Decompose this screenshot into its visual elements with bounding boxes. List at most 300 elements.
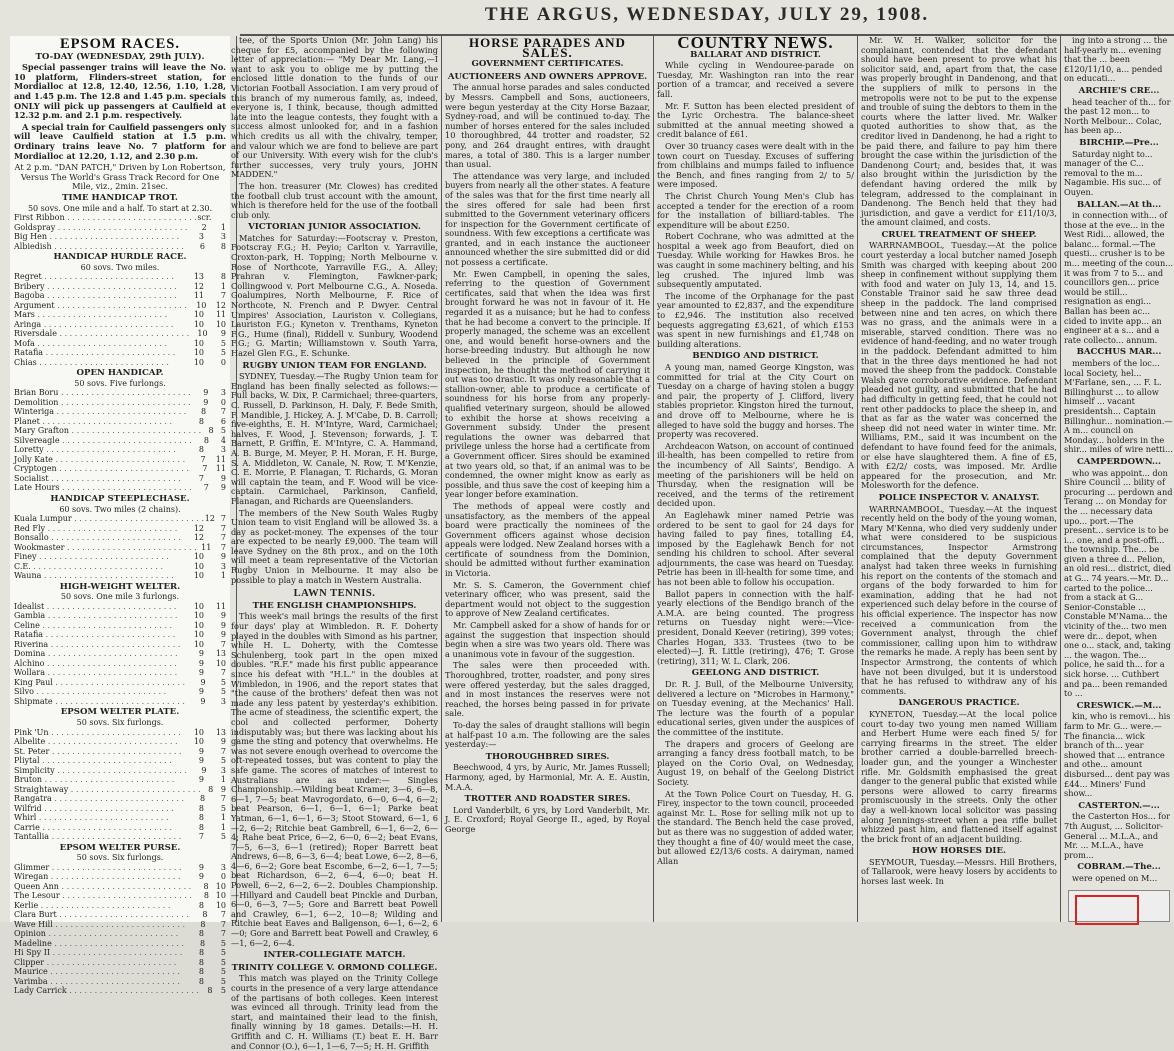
weight-stone: 8: [208, 426, 214, 436]
weight-stone: 9: [203, 388, 209, 398]
horse-name: Big Hen . . .: [14, 232, 182, 242]
article-text: Mr. F. Sutton has been elected president of the Lyric Orchestra. The balance-sheet submitted at the annual meeting showed a credit balance of £61.: [657, 100, 854, 140]
race-name: EPSOM WELTER PURSE.: [59, 842, 181, 853]
horse-row: [14, 571, 226, 581]
weight-lb: 1: [220, 571, 226, 581]
article-text: A young man, named George Kingston, was committed for trial at the City Court on Tuesday on a charge of having stolen a buggy and pair, the property of J. Clifford, livery stables proprietor. Kingston hired the turnout, and drove off to Melbourne, where he is alleged to have sold the buggy and horses. The property was recovered.: [657, 362, 854, 440]
weight-lb: 10: [215, 881, 226, 891]
weight-stone: 10: [197, 329, 208, 339]
race-terms: 60 sovs. Two miles.: [80, 262, 160, 272]
weight-lb: 11: [215, 454, 226, 464]
weight-lb: 5: [220, 957, 226, 967]
horse-name: King Paul . . .: [14, 678, 185, 688]
horse-row: [14, 358, 226, 368]
horse-name: Madeline . . .: [14, 939, 184, 949]
weight-stone: 11: [193, 291, 204, 301]
article-text: The annual horse parades and sales conducted by Messrs. Campbell and Sons, auctioneers, were begun yesterday at the City Horse Bazaar, Sydney-road, and will be continued to-day. The number of horses entered for the sales included 10 thoroughbred, 44 trotter and roadster, 52 pony, and 264 draught entires, with draught mares, a total of 380. This is a larger number than usual.: [445, 82, 650, 170]
horse-name: Bruton . . .: [14, 775, 182, 785]
horse-name: Brian Boru . . .: [14, 388, 191, 398]
horse-row: [14, 630, 226, 640]
article-text: The Christ Church Young Men's Club has accepted a tender for the erection of a room for the installation of billiard-tables. The expenditure will be about £250.: [657, 190, 854, 230]
weight-stone: 8: [202, 910, 208, 920]
horse-name: Wookmaster . . .: [14, 543, 197, 553]
weight-stone: 9: [198, 756, 204, 766]
page-thumbnail[interactable]: [1068, 890, 1170, 922]
horse-row: [14, 687, 226, 697]
horse-name: First Ribbon . . .: [14, 213, 197, 223]
article-text: Archdeacon Watson, on account of continued ill-health, has been compelled to retire from the incumbency of All Saints', Bendigo. A meeting of the parishioners will be held on Thursday, when the resignation will be received, and the terms of the retirement decided upon.: [657, 440, 854, 509]
horse-name: Wilfrid . . .: [14, 804, 182, 814]
race-entry: [14, 583, 226, 707]
clipped-column: [1064, 36, 1174, 922]
article-text: The income of the Orphanage for the past year amounted to £2,837, and the expenditure to £2,946. The institution also received bequests aggregating £3,621, of which £153 was spent in new furnishings and £1,748 on building alterations.: [657, 290, 854, 349]
horse-name: Glimmer . . .: [14, 863, 182, 873]
weight-lb: 1: [220, 813, 226, 823]
weight-stone: 10: [193, 338, 204, 348]
article-text: tee, of the Sports Union (Mr. John Lang) his cheque for £5, accompanied by the following letter of appreciation:— "My Dear Mr. Lang,—I want to ask you to oblige me by putting the enclosed little donation to the funds of our Victorian Football Association. I am very proud of this branch of my numerous family, as, indeed, everyone is, I think, because, though admitted late into the league contests, they fought with a success almost unlooked for, and in a fashion which credits us all with the chivalry, temper, and valour which we are fond to believe are part of our University. With every wish for the club's further successes, very truly yours, JOHN MADDEN.": [231, 35, 438, 180]
weight-lb: 10: [215, 319, 226, 329]
section-heading: DANGEROUS PRACTICE.: [898, 698, 1020, 709]
sports-column: [231, 35, 438, 1051]
weight-lb: 1: [220, 222, 226, 232]
weight-stone: 10: [196, 300, 207, 310]
viewport-indicator[interactable]: [1075, 895, 1139, 925]
horse-row: [14, 272, 226, 282]
weight-lb: 1: [220, 281, 226, 291]
horse-row: [14, 436, 226, 446]
weight-stone: 8: [200, 919, 206, 929]
race-terms: 50 sovs. One mile 3 furlongs.: [60, 592, 180, 602]
section-subheading: AUCTIONEERS AND OWNERS APPROVE.: [447, 71, 648, 82]
article-text: head teacher of th... for the past 12 mon... to North Melbour... Colac, has been ap...: [1064, 96, 1171, 136]
weight-lb: 12: [215, 300, 226, 310]
section-heading: THOROUGHBRED SIRES.: [485, 751, 610, 762]
weight-lb: 7: [220, 514, 226, 524]
weight-lb: 3: [220, 696, 226, 706]
horse-row: [14, 213, 226, 223]
horse-name: Chias . . .: [14, 358, 182, 368]
article-text: were opened on M...: [1072, 872, 1158, 883]
race-terms: 50 sovs. Six furlongs.: [76, 853, 164, 863]
weight-lb: 11: [215, 464, 226, 474]
horse-row: [14, 794, 226, 804]
horse-row: [14, 823, 226, 833]
racing-date: TO-DAY (WEDNESDAY, 29th JULY).: [35, 51, 205, 62]
weight-lb: 9: [220, 552, 226, 562]
column-rule: [441, 36, 442, 922]
horse-name: Demolition . . .: [14, 398, 191, 408]
horse-name: C.E. . . .: [14, 562, 182, 572]
weight-stone: 13: [193, 272, 204, 282]
horse-name: Wauna . . .: [14, 571, 182, 581]
weight-stone: 7: [203, 483, 209, 493]
horse-row: [14, 804, 226, 814]
horse-name: Varimba . . .: [14, 977, 182, 987]
horse-row: [14, 223, 226, 233]
section-heading: BIRCHIP.—Pre...: [1079, 137, 1159, 148]
article-text: Mr. S. S. Cameron, the Government chief veterinary officer, who was present, said the department would not object to the suggestion to approve of New Zealand certificates.: [445, 579, 650, 619]
section-heading: BACCHUS MAR...: [1076, 347, 1162, 358]
section-heading: HOW HORSES DIE.: [912, 846, 1006, 857]
weight-lb: 7: [220, 794, 226, 804]
horse-row: [14, 901, 226, 911]
weight-lb: 3: [220, 561, 226, 571]
weight-stone: 8: [198, 813, 204, 823]
weight-stone: 10: [193, 310, 204, 320]
race-entry: [14, 844, 226, 996]
horse-row: [14, 728, 226, 738]
horse-name: Silvereagle . . .: [14, 436, 192, 446]
horse-row: [14, 464, 226, 474]
race-terms: 60 sovs. Two miles (2 chains).: [59, 504, 181, 514]
horse-name: Aringa . . .: [14, 320, 182, 330]
article-text: Robert Cochrane, who was admitted at the hospital a week ago from Beaufort, died on Tuesday. While working for Hawkes Bros. he was caught in some machinery belting, and his leg crushed. The injured limb was subsequently amputated.: [657, 231, 854, 290]
weight-lb: 1: [220, 822, 226, 832]
feature-notice: At 2 p.m. "DAN PATCH," Driven by Lon Robertson, Versus The World's Grass Track Record for One Mile, viz., 2min. 21sec.: [14, 162, 226, 192]
weight-lb: 5: [220, 426, 226, 436]
weight-lb: 5: [220, 986, 226, 996]
weight-lb: 9: [220, 630, 226, 640]
weight-stone: 9: [198, 687, 204, 697]
horse-row: [14, 552, 226, 562]
article-text: At the Town Police Court on Tuesday, H. G. Firey, inspector to the town council, proceeded against Mr. L. Rose for selling milk not up to the standard. The Bench held the case proved, but as there was no suggestion of added water, they thought a fine of 40/ would meet the case, but allowed £2/13/6 costs. A dairyman, named Allan: [657, 788, 854, 866]
horse-name: Kerlie . . .: [14, 901, 182, 911]
horse-name: Socialist . . .: [14, 474, 182, 484]
article-text: This week's mail brings the results of the first four days' play at Wimbledon. R. F. Doherty played in the doubles with Simond as his partner, while H. L. Doherty, with the Comtesse Schulenberg, took part in the open mixed doubles. "R.F." made his first public appearance since his defeat with "H.L." in the doubles at Wimbledon, in 1906, and the report states that "the cause of the brothers' defeat then was not made any less patent by yesterday's exhibition. The acme of steadiness, the scientific expert, the cool and collected performer, Doherty indisputably was; but there was lacking about his game the sting and potency that overwhelms. He was not severe enough overhead to overcome the oft-repeated tosses, but was content to play the safe game. The scores of matches of interest to Australians are as under:— Singles Championship.—Wilding beat Kramer, 3—6, 6—8, 6—1, 7—5; beat Mavrogordato, 6—0, 6—4, 6—2; beat Pearson, 6—1, 6—1, 6—1; Parke beat Yatman, 6—1, 6—1, 6—3; Stoot Stoward, 6—1, 6—2, 6—2; Ritchie beat Gambrell, 6—1, 6—2, 6—4; Rahe beat Price, 6—2, 6—0, 6—2; beat Evans, 7—5, 6—3, 6—1 (retired); Roper Barrett beat Andrews, 6—8, 6—3, 6—4; beat Lowe, 6—2, 8—6, 4—6, 6—2; Gore beat Escombe, 6—2, 6—1, 7—5; beat Richardson, 6—2, 6—4, 6—0; beat H. Powell, 6—2, 6—2, 6—2. Doubles Championship.—Hillyard and Caudell beat Pinckle and Durban, 6—0, 6—3, 7—5; Gore and Barrett beat Powell and Crawley, 6—1, 6—2, 10—8; Wilding and Ritchie beat Eaves and Ballgenson, 6—1, 6—2, 6—0; Gore and Barrett beat Powell and Crawley, 6—1, 6—2, 6—4.: [231, 611, 438, 948]
column-title: HORSE PARADES AND SALES.: [469, 35, 626, 60]
article-text: The attendance was very large, and included buyers from nearly all the other states. A feature of the sales was that for the first time nearly all the sires offered for sale had been first submitted to the Government veterinary officers for inspection for the Government certificate of soundness. With few exceptions a certificate was granted, and in each instance the auctioneer announced whether the sire submitted did or did not possess a certificate.: [445, 170, 650, 268]
horse-row: [14, 543, 226, 553]
weight-lb: 5: [220, 756, 226, 766]
weight-stone: 8: [198, 900, 204, 910]
horse-row: [14, 562, 226, 572]
weight-lb: 7: [220, 668, 226, 678]
country-news-column: [657, 33, 854, 922]
weight-stone: 2: [201, 222, 207, 232]
weight-stone: 9: [198, 775, 204, 785]
weight-lb: 9: [220, 620, 226, 630]
section-heading: CASTERTON.—...: [1078, 800, 1160, 811]
section-subheading: TRINITY COLLEGE V. ORMOND COLLEGE.: [231, 962, 438, 973]
horse-row: [14, 348, 226, 358]
weight-stone: 12: [193, 523, 204, 533]
weight-stone: 8: [199, 794, 206, 804]
horse-row: [14, 756, 226, 766]
weight-stone: 10: [193, 727, 204, 737]
weight-lb: 8: [220, 241, 226, 251]
race-name: HANDICAP HURDLE RACE.: [53, 252, 187, 263]
weight-stone: scr.: [197, 213, 212, 223]
weight-stone: 3: [198, 232, 204, 242]
horse-name: Maurice . . .: [14, 967, 182, 977]
weight-lb: 3: [220, 388, 226, 398]
article-text: While cycling in Wendouree-parade on Tuesday, Mr. Washington ran into the rear portion of a tramcar, and received a severe fall.: [657, 60, 854, 99]
weight-stone: 8: [198, 416, 204, 426]
horse-row: [14, 678, 226, 688]
weight-stone: 9: [198, 746, 204, 756]
horse-row: [14, 611, 226, 621]
horse-name: Red Fly . . .: [14, 524, 182, 534]
court-news-column: [861, 36, 1057, 922]
article-text: Lord Vanderbilt, 6 yrs, by Lord Vanderbilt, Mr. J. E. Croxford; Royal George II., aged, by Royal George: [445, 804, 650, 834]
horse-name: Pliytal . . .: [14, 756, 182, 766]
article-text: SYDNEY, Tuesday.—The Rugby Union team for England has been finally selected as follows:—Full backs, W. Dix, P. Carmichael; three-quarters, C. Russell, D. Parkinson, H. Daly, F. Bede Smith, F. Mandible, J. Hickey, A. J. M'Cabe, D. B. Carroll; five-eighths, E. H. M'Intyre, Ward, Carmichael; halves, F. Wood, J. Stevenson; forwards, J. T. Barnett, P. Griffin, E. M'Intyre, C. A. Hammand, A. B. Burge, M. Meyer, P. H. Moran, F. H. Burge, S. A. Middleton, W. Canale, N. Row, T. M'Kenzie, C. E. Morrie, P. Flanagan, T. Richards, G. Moran will captain the team, and F. Wood will be vice-captain. Carmichael, Parkinson, Canfield, Flanagan, and Richards are Queenslanders.: [231, 371, 438, 506]
section-heading: ARCHIE'S CRE...: [1078, 85, 1160, 96]
section-heading: TROTTER AND ROADSTER SIRES.: [464, 794, 631, 805]
section-heading: BALLAN.—At th...: [1076, 199, 1162, 210]
weight-stone: 10: [193, 357, 204, 367]
horse-row: [14, 649, 226, 659]
horse-row: [14, 621, 226, 631]
horse-name: Whirl . . .: [14, 813, 182, 823]
horse-name: Tantallia . . .: [14, 832, 182, 842]
race-name: TIME HANDICAP TROT.: [62, 192, 178, 203]
horse-row: [14, 882, 226, 892]
horse-row: [14, 320, 226, 330]
horse-name: Goldspray . . .: [14, 223, 187, 233]
article-text: The methods of appeal were costly and unsatisfactory, as the members of the appeal board were practically the nominees of the Government officers against whose decision appeals were lodged. New Zealand horses with a certificate of soundness from the Dominion, should be admitted without further examination in Victoria.: [445, 500, 650, 579]
section-heading: POLICE INSPECTOR V. ANALYST.: [878, 492, 1040, 503]
horse-name: Cryptogen . . .: [14, 464, 189, 474]
horse-row: [14, 417, 226, 427]
weight-lb: 11: [215, 310, 226, 320]
horse-name: Simplicity . . .: [14, 766, 187, 776]
horse-row: [14, 986, 226, 996]
weight-stone: 8: [198, 803, 204, 813]
weight-lb: 7: [220, 746, 226, 756]
weight-stone: 10: [193, 552, 204, 562]
weight-stone: 9: [200, 696, 206, 706]
horse-name: Wiregan . . .: [14, 872, 182, 882]
horse-name: Regret . . .: [14, 272, 182, 282]
weight-lb: 5: [220, 976, 226, 986]
weight-stone: 9: [201, 765, 207, 775]
horse-name: St. Peter . . .: [14, 747, 182, 757]
article-text: Over 30 truancy cases were dealt with in the town court on Tuesday. Excuses of suffering from chilblains and mumps failed to influence the Bench, and fines ranging from 2/ to 5/ were imposed.: [657, 140, 854, 190]
article-text: ing into a strong ... the half-yearly m... evening that the ... been £120/11/10, a... pended on educati...: [1064, 35, 1168, 84]
weight-stone: 10: [193, 319, 204, 329]
horse-row: [14, 301, 226, 311]
weight-lb: 9: [220, 473, 226, 483]
horse-name: Late Hours . . .: [14, 483, 192, 493]
weight-lb: 7: [220, 639, 226, 649]
article-text: Mr. Campbell asked for a show of hands for or against the suggestion that inspection should begin when a sire was two years old. There was a unanimous vote in favour of the suggestion.: [445, 620, 650, 659]
weight-lb: 7: [220, 291, 226, 301]
horse-row: [14, 232, 226, 242]
weight-stone: 11: [201, 542, 212, 552]
train-notice: Special passenger trains will leave the No. 10 platform, Flinders-street station, for Mordialloc at 12.8, 12.40, 12.56, 1.10, 1.28, and 1.45 p.m. The 12.8 and 1.45 p.m. specials ONLY will pick up passengers at Caulfield at 12.32 p.m. and 2.1 p.m. respectively.: [14, 62, 226, 121]
horse-row: [14, 398, 226, 408]
weight-lb: 0: [220, 872, 226, 882]
race-name: OPEN HANDICAP.: [76, 368, 164, 379]
section-heading: LAWN TENNIS.: [293, 588, 376, 600]
race-name: EPSOM WELTER PLATE.: [60, 707, 180, 718]
article-text: An Eaglehawk miner named Petrie was ordered to be sent to gaol for 24 days for having failed to pay fines, totalling £4, imposed by the Eaglehawk Bench for not sending his children to school. After several adjournments, the case was heard on Tuesday. Petrie has been in ill-health for some time, and has not been able to follow his occupation.: [657, 509, 854, 588]
horse-row: [14, 813, 226, 823]
horse-name: Riverina . . .: [14, 640, 182, 650]
weight-lb: 10: [215, 658, 226, 668]
race-entry: [14, 495, 226, 581]
race-entry: [14, 194, 226, 251]
article-text: The hon. treasurer (Mr. Clowes) has credited the football club trust account with the amount, which is therefore held for the use of the football club only.: [231, 180, 438, 220]
article-text: Saturday night to... manager of the C... removal to the m... Nagambie. His suc... of Ouyen.: [1064, 148, 1161, 197]
horse-name: Clara Burt . . .: [14, 910, 189, 920]
weight-stone: 8: [207, 986, 213, 996]
article-text: in connection with... of those at the eve... in the West Ridi... allowed, the balanc... formal.—The questi... crusher is to be m... meeting of the coun... it was from 7 to 5... and councillors gen... price would be still... resignation as engi... Ballan has been ac... cided to invite app... an engineer at a s... and a rate collecto... annum.: [1064, 210, 1174, 345]
race-entry: [14, 708, 226, 841]
weight-stone: 10: [193, 571, 204, 581]
race-entry: [14, 253, 226, 367]
horse-name: Ratafia . . .: [14, 348, 182, 358]
weight-lb: 9: [220, 329, 226, 339]
weight-stone: 12: [193, 533, 204, 543]
race-terms: 50 sovs. Five furlongs.: [74, 378, 166, 388]
weight-lb: 3: [220, 862, 226, 872]
horse-row: [14, 514, 226, 524]
horse-name: Finey . . .: [14, 552, 182, 562]
horse-row: [14, 697, 226, 707]
column-title: COUNTRY NEWS.: [677, 33, 834, 52]
horse-row: [14, 388, 226, 398]
horse-row: [14, 872, 226, 882]
horse-row: [14, 455, 226, 465]
article-text: SEYMOUR, Tuesday.—Messrs. Hill Brothers, of Tallarook, were heavy losers by accidents to horses last week. In: [861, 856, 1057, 887]
weight-lb: 0: [220, 397, 226, 407]
race-name: HIGH-WEIGHT WELTER.: [59, 581, 181, 592]
weight-stone: 8: [198, 976, 204, 986]
weight-stone: 8: [198, 967, 204, 977]
weight-stone: 10: [193, 737, 204, 747]
weight-stone: 9: [203, 397, 209, 407]
weight-stone: 9: [198, 658, 204, 668]
horse-name: Bribery . . .: [14, 282, 182, 292]
weight-stone: 10: [193, 601, 204, 611]
horse-name: Opinion . . .: [14, 929, 182, 939]
weight-stone: 8: [198, 929, 204, 939]
section-heading: VICTORIAN JUNIOR ASSOCIATION.: [248, 222, 421, 233]
weight-lb: 7: [220, 919, 226, 929]
weight-stone: 8: [201, 407, 207, 417]
weight-lb: 9: [220, 784, 226, 794]
article-text: Matches for Saturday:—Footscray v. Preston, Footscray F.G.; H. Peyio; Carlton v. Yarraville, Croxton-park, H. Topping; North Melbourne v. Rose of Northcote, Yarraville F.G., A. Alley; Prahran v. Flemington, Fawkner-park; Collingwood v. Port Melbourne C.G., A. Noseda. Goalumpires, North Melbourne, F. Rice of Northcote, N. French and P. Dwyer. Central Umpires' Association, Lauriston v. Collegians, Lauriston F.G.; Kyneton v. Trenthams, Kyneton F.G., Hume (final), Riddell v. Sunbury, Woodend F.G.; G. Martin; Williamstown v. South Yarra, Hazel Glen F.G., E. Schunke.: [231, 232, 438, 358]
horse-name: Bonsallo . . .: [14, 533, 182, 543]
weight-stone: 9: [198, 872, 204, 882]
article-text: KYNETON, Tuesday.—At the local police court to-day two young men named William and Herbert Hume were each fined 5/ for carrying firearms in the street. The elder brother carried a double-barrelled breech-loader gun, and the younger a Winchester rifle. Mr. Goldsmith emphasised the great danger to the general public that existed while persons were allowed to carry firearms promiscuously in the streets. Only the other day a well-known local solicitor was passing along Jennings-street when a pea rifle bullet whizzed past him, and flattened itself against the brick front of an adjacent building.: [861, 708, 1057, 844]
horse-name: Straightaway . . .: [14, 785, 200, 795]
weight-lb: 6: [220, 416, 226, 426]
masthead: [240, 4, 1174, 36]
horse-name: Bagoba . . .: [14, 291, 182, 301]
article-text: Dr. R. J. Bull, of the Melbourne University, delivered a lecture on "Microbes in Harmony," on Tuesday evening, at the Mechanics' Hall. The lecture was the fourth of a popular educational series, given under the auspices of the committee of the institute.: [657, 679, 854, 737]
weight-lb: 9: [220, 737, 226, 747]
horse-name: Wollara . . .: [14, 668, 182, 678]
horse-row: [14, 310, 226, 320]
column-rule: [1060, 36, 1061, 922]
article-text: The drapers and grocers of Geelong are arranging a fancy dress football match, to be played on the Corio Oval, on Wednesday, August 19, on behalf of the Geelong District Society.: [657, 738, 854, 787]
horse-name: Albiedish . . .: [14, 242, 184, 252]
weight-stone: 7: [198, 473, 204, 483]
weight-lb: 3: [220, 232, 226, 242]
horse-row: [14, 948, 226, 958]
weight-stone: 9: [198, 649, 204, 659]
weight-lb: 10: [215, 900, 226, 910]
weight-lb: 5: [220, 948, 226, 958]
weight-stone: 8: [198, 445, 204, 455]
weight-stone: 10: [193, 620, 204, 630]
weight-stone: 10: [193, 348, 204, 358]
weight-stone: 8: [199, 938, 206, 948]
horse-row: [14, 785, 226, 795]
weight-stone: 10: [193, 639, 204, 649]
horse-name: Queen Ann . . .: [14, 882, 191, 892]
horse-row: [14, 445, 226, 455]
article-text: Mr. Ewen Campbell, in opening the sales, referring to the question of Government certificates, said that when the idea was first brought forward he was not in favour of it. He regarded it as a nuisance; but he had to confess that he had become a convert to the principle. If properly managed, the scheme was an excellent one, and would benefit horse-owners and the horse-breeding industry. But although he now believed in the principle of Government inspection, he thought the method of carrying it out was too drastic. It was only reasonable that a stallion-owner, able to produce a certificate of soundness for his horse from any properly-qualified veterinary surgeon, should be allowed to exhibit the horse at shows receiving a Government subsidy. Under the present regulations the owner was debarred that privilege unless the horse had a certificate from a Government officer. Sires should be examined at two years old, so that, if an animal was to be condemned, the owner might know as early as possible, and thus save the cost of keeping him a year longer before examination.: [445, 268, 650, 500]
horse-name: Shipmate . . .: [14, 697, 185, 707]
horse-row: [14, 977, 226, 987]
weight-lb: 7: [220, 910, 226, 920]
horse-row: [14, 329, 226, 339]
article-text: members of the loc... local Society, hel... M'Farlane, sen., ... F. L. Billinghurst ... to allow himself ... vacant presidentsh... Captain Billinghur... nomination.—A m... council on Monday... holders in the shir... miles of wire netti...: [1064, 358, 1173, 455]
race-entry: [14, 369, 226, 493]
weight-lb: 9: [220, 611, 226, 621]
masthead-title: THE ARGUS, WEDNESDAY, JULY 29, 1908.: [484, 4, 930, 25]
article-text: Mr. W. H. Walker, solicitor for the complainant, contended that the defendant should have been present to prove what his solicitor said, and, apart from that, the case was properly brought in Dandenong, and that the suppliers of milk to persons in the metropolis were not to be put to the expense and trouble of suing the debtors to them in the courts where the latter lived. Mr. Walker quoted authorities to show that, as the creditor lived in Dandenong, he had a right to be paid there, and failure to pay him there brought the case within the jurisdiction of the Dandenong Court; and, besides that, it was also brought within the jurisdiction by the defendant having ordered the milk by telegram, addressed to the complainant in Dandenong. The Bench held that they had jurisdiction, and gave a verdict for £11/10/3, the amount claimed, and costs.: [861, 35, 1057, 228]
horse-row: [14, 291, 226, 301]
horse-row: [14, 863, 226, 873]
weight-stone: 8: [203, 881, 209, 891]
horse-name: Planet . . .: [14, 417, 182, 427]
weight-stone: 7: [200, 454, 206, 464]
weight-lb: 3: [220, 445, 226, 455]
horse-row: [14, 747, 226, 757]
weight-stone: 8: [198, 957, 204, 967]
weight-stone: 8: [203, 435, 209, 445]
horse-row: [14, 920, 226, 930]
horse-name: Carrie . . .: [14, 823, 182, 833]
weight-lb: 7: [220, 533, 226, 543]
horse-row: [14, 426, 226, 436]
weight-stone: 10: [193, 630, 204, 640]
horse-name: Mars . . .: [14, 310, 182, 320]
horse-name: Gambia . . .: [14, 611, 182, 621]
weight-lb: 7: [220, 407, 226, 417]
horse-row: [14, 242, 226, 252]
horse-name: Pink 'Un . . .: [14, 728, 182, 738]
article-text: To-day the sales of draught stallions will begin at half-past 10 a.m. The following are the sales yesterday:—: [445, 719, 650, 750]
section-heading: COBRAM.—The...: [1077, 862, 1161, 873]
section-heading: INTER-COLLEGIATE MATCH.: [263, 950, 406, 961]
weight-stone: 10: [193, 611, 204, 621]
horse-row: [14, 339, 226, 349]
weight-stone: 10: [193, 561, 204, 571]
horse-name: Idealist . . .: [14, 602, 182, 612]
horse-row: [14, 474, 226, 484]
article-text: WARRNAMBOOL, Tuesday.—At the police court yesterday a local butcher named Joseph Smith was charged with keeping about 200 sheep in confinement without supplying them with food and water on July 13, 14, and 15. Constable Trainor said he saw three dead sheep in the paddock. The land comprised between nine and ten acres, on which there was no grass, and the animals were in a miserable, starved condition. There was no evidence of hand-feeding, and no water trough in the paddock. Defendant admitted to him that in the three days mentioned he had not moved the sheep from the paddock. Constable Walsh gave corroborative evidence. Defendant pleaded not guilty, and submitted that he had had difficulty in getting feed, that he could not rent other paddocks to place the sheep in, and that as far as the water was concerned the sheep did not need water in winter time. Mr. Williams, P.M., said it was incumbent on the defendant to have found feed for the animals, or else have slaughtered them. A fine of £5, with £2/2/ costs, was imposed. Mr. Ardlie appeared for the prosecution, and Mr. Molesworth for the defence.: [861, 240, 1057, 491]
weight-stone: 12: [204, 514, 215, 524]
article-text: who was appoint... don Shire Council ... bility of procuring ... perdown and Terang ... on Monday for the ... necessary data upo... port.—The present... service is to be i... one, and a post-offi... the township. The... be given a three d... Pelion, an old resi... district, died at G... 74 years.—Mr. D... carted to the police... from a stack at G... Senior-Constable ... Constable M'Nama... the vicinity of the... two men were dr... depot, when one o... stack, and, taking ... the wagon. The... police, he said th... for a sick horse. ... Cuthbert and pa... been remanded to ...: [1064, 467, 1173, 699]
weight-stone: 8: [203, 891, 209, 901]
horse-row: [14, 659, 226, 669]
section-subheading: THE ENGLISH CHAMPIONSHIPS.: [252, 600, 417, 611]
horse-name: Lady Carrick . . .: [14, 986, 199, 996]
weight-lb: 5: [220, 338, 226, 348]
horse-name: Domina . . .: [14, 649, 182, 659]
section-heading: CRUEL TREATMENT OF SHEEP.: [881, 229, 1037, 240]
section-heading: RUGBY UNION TEAM FOR ENGLAND.: [242, 360, 427, 371]
horse-name: Winteriga . . .: [14, 407, 186, 417]
horse-row: [14, 967, 226, 977]
weight-lb: 5: [220, 803, 226, 813]
